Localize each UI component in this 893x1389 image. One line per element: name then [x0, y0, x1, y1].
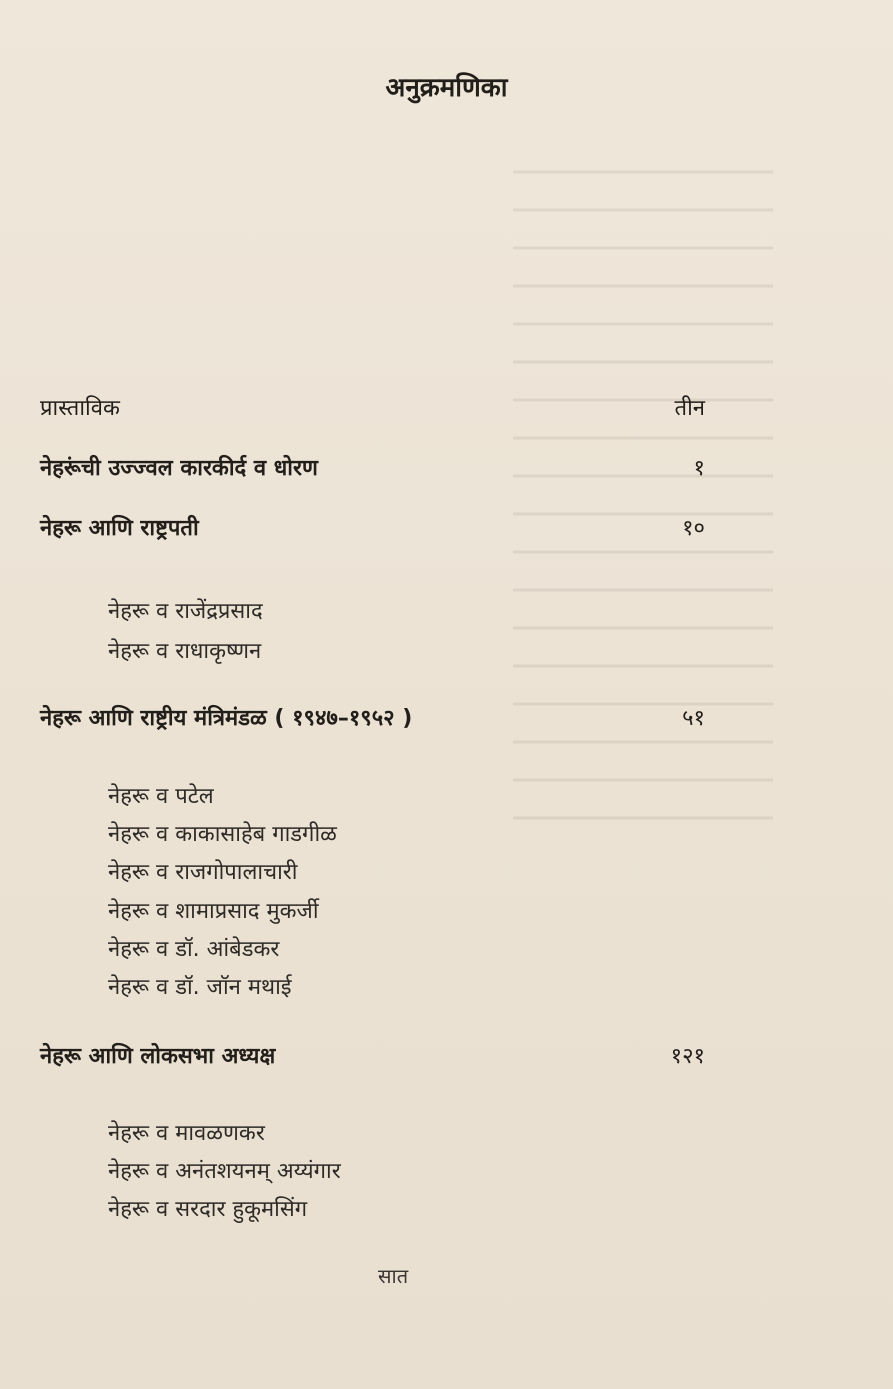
toc-entry-title: नेहरू आणि राष्ट्रीय मंत्रिमंडळ ( १९४७–१९५२ )	[40, 706, 413, 731]
toc-entry-title: प्रास्ताविक	[40, 396, 120, 421]
toc-subentry: नेहरू व सरदार हुकूमसिंग	[108, 1197, 308, 1222]
toc-subentry: नेहरू व काकासाहेब गाडगीळ	[108, 822, 337, 847]
toc-entry-page: तीन	[674, 396, 705, 421]
toc-entry	[40, 702, 705, 732]
toc-entry-page: १०	[682, 516, 705, 541]
toc-entry	[40, 452, 705, 482]
toc-subentry: नेहरू व अनंतशयनम् अय्यंगार	[108, 1159, 341, 1184]
toc-subentry: नेहरू व पटेल	[108, 784, 214, 809]
toc-entry	[40, 392, 705, 422]
toc-subentry: नेहरू व राजेंद्रप्रसाद	[108, 599, 263, 624]
show-through-text	[513, 140, 773, 840]
toc-entry	[40, 1040, 705, 1070]
toc-entry-title: नेहरू आणि राष्ट्रपती	[40, 516, 199, 541]
toc-entry-page: १२१	[670, 1044, 705, 1069]
page-title: अनुक्रमणिका	[385, 73, 508, 103]
toc-subentry: नेहरू व शामाप्रसाद मुकर्जी	[108, 899, 319, 924]
page-number-footer: सात	[378, 1264, 409, 1288]
toc-entry-title: नेहरूंची उज्ज्वल कारकीर्द व धोरण	[40, 456, 318, 481]
toc-subentry: नेहरू व डॉ. जॉन मथाई	[108, 975, 292, 1000]
toc-subentry: नेहरू व राधाकृष्णन	[108, 639, 262, 664]
toc-entry	[40, 512, 705, 542]
toc-entry-page: १	[693, 456, 705, 481]
toc-entry-title: नेहरू आणि लोकसभा अध्यक्ष	[40, 1044, 276, 1069]
toc-subentry: नेहरू व डॉ. आंबेडकर	[108, 937, 280, 962]
toc-subentry: नेहरू व मावळणकर	[108, 1121, 265, 1146]
toc-entry-page: ५१	[682, 706, 705, 731]
toc-subentry: नेहरू व राजगोपालाचारी	[108, 860, 298, 885]
